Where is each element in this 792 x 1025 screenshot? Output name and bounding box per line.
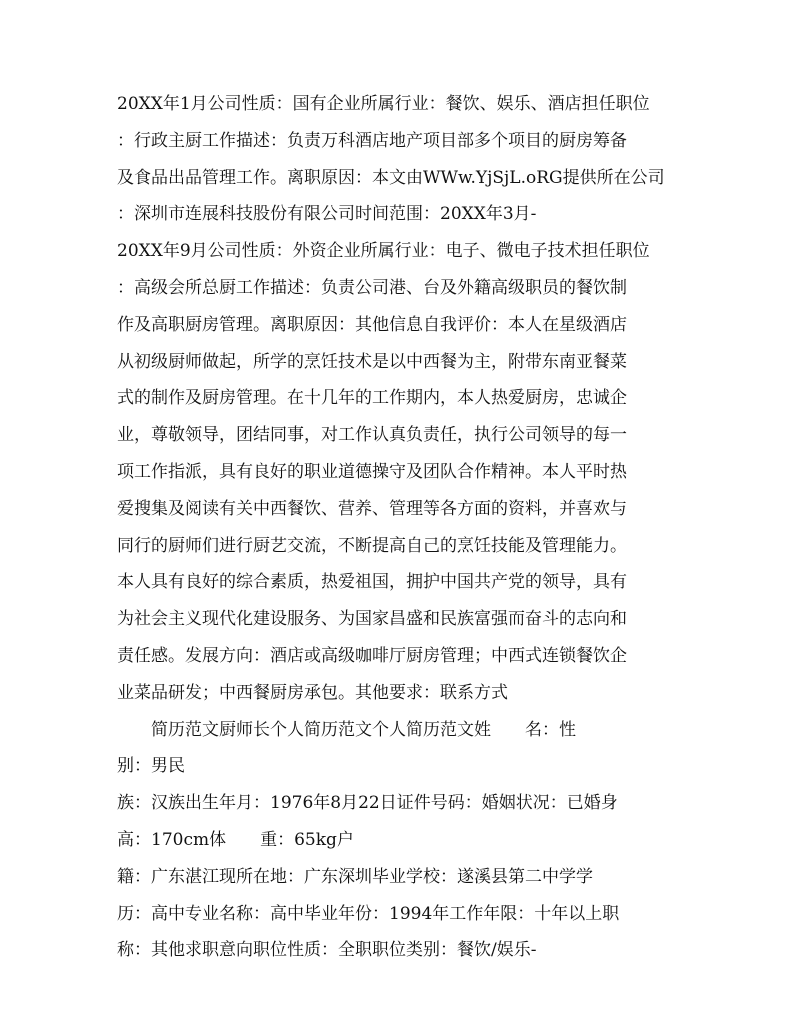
text-line: ：深圳市连展科技股份有限公司时间范围：20XX年3月-	[117, 204, 537, 225]
text-line: 别：男民	[117, 756, 185, 777]
text-line: 同行的厨师们进行厨艺交流，不断提高自己的烹饪技能及管理能力。	[117, 535, 627, 556]
text-line: 为社会主义现代化建设服务、为国家昌盛和民族富强而奋斗的志向和	[117, 609, 627, 630]
text-line: 简历范文厨师长个人简历范文个人简历范文姓 名：性	[117, 719, 576, 740]
text-line: 爱搜集及阅读有关中西餐饮、营养、管理等各方面的资料，并喜欢与	[117, 498, 627, 519]
text-line: ：行政主厨工作描述：负责万科酒店地产项目部多个项目的厨房筹备	[117, 130, 627, 151]
text-line: 及食品出品管理工作。离职原因：本文由WWw.YjSjL.oRG提供所在公司	[117, 167, 665, 188]
text-line: 本人具有良好的综合素质，热爱祖国，拥护中国共产党的领导，具有	[117, 572, 627, 593]
text-line: 业菜品研发；中西餐厨房承包。其他要求：联系方式	[117, 682, 508, 703]
text-line: 称：其他求职意向职位性质：全职职位类别：餐饮/娱乐-	[117, 940, 537, 961]
text-line: 业，尊敬领导，团结同事，对工作认真负责任，执行公司领导的每一	[117, 425, 627, 446]
text-line: 20XX年1月公司性质：国有企业所属行业：餐饮、娱乐、酒店担任职位	[117, 94, 650, 114]
text-line: 从初级厨师做起，所学的烹饪技术是以中西餐为主，附带东南亚餐菜	[117, 351, 627, 372]
text-line: 项工作指派，具有良好的职业道德操守及团队合作精神。本人平时热	[117, 461, 627, 482]
text-line: ：高级会所总厨工作描述：负责公司港、台及外籍高级职员的餐饮制	[117, 277, 627, 298]
text-line: 族：汉族出生年月：1976年8月22日证件号码：婚姻状况：已婚身	[117, 793, 618, 814]
text-line: 20XX年9月公司性质：外资企业所属行业：电子、微电子技术担任职位	[117, 241, 650, 262]
text-line: 历：高中专业名称：高中毕业年份：1994年工作年限：十年以上职	[117, 903, 620, 924]
text-line: 作及高职厨房管理。离职原因：其他信息自我评价：本人在星级酒店	[117, 314, 627, 335]
text-line: 籍：广东湛江现所在地：广东深圳毕业学校：遂溪县第二中学学	[117, 866, 593, 887]
document-body	[117, 86, 673, 969]
text-line: 高：170cm体 重：65kg户	[117, 829, 354, 850]
text-line: 式的制作及厨房管理。在十几年的工作期内，本人热爱厨房，忠诚企	[117, 388, 627, 409]
text-line: 责任感。发展方向：酒店或高级咖啡厅厨房管理；中西式连锁餐饮企	[117, 645, 627, 666]
